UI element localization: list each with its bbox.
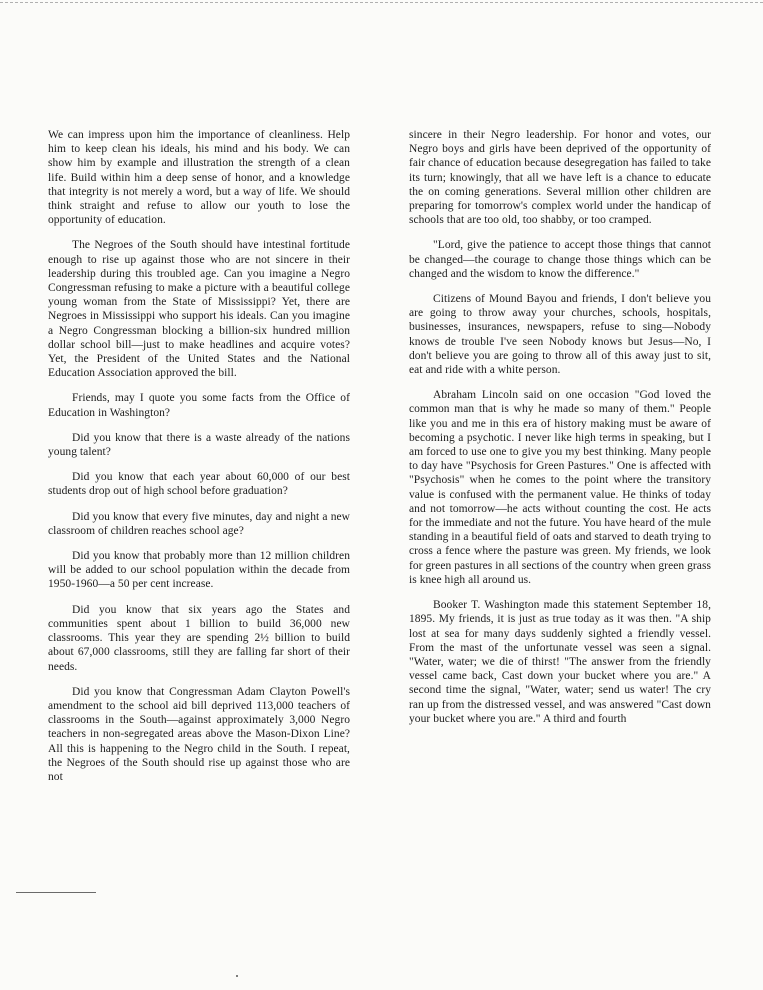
paragraph: The Negroes of the South should have intestinal fortitude enough to rise up against those who are not sincere in their leadership during this troubled age. Can you imagine a Negro Congressman refusing to make a picture with a beautiful college young woman from the State of Mississippi? Yet, there are Negroes in Mississippi who support his ideals. Can you imagine a Negro Congressman blocking a billion-six hundred million dollar school bill—just to make headlines and acquire votes? Yet, the President of the United States and the National Education Association approved the bill. (48, 239, 350, 380)
paragraph: Did you know that six years ago the States and communities spent about 1 billion to build 36,000 new classrooms. This year they are spending 2½ billion to build about 67,000 classrooms, still they are falling far short of their needs. (48, 603, 350, 673)
paragraph: Booker T. Washington made this statement September 18, 1895. My friends, it is just as true today as it was then. "A ship lost at sea for many days suddenly sighted a friendly vessel. From the mast of the unfortunate vessel was seen a signal. "Water, water; we die of thirst! "The answer from the friendly vessel came back, Cast down your bucket where you are." A second time the signal, "Water, water; send us water! The cry ran up from the distressed vessel, and was answered "Cast down your bucket where you are." A third and fourth (409, 599, 711, 725)
paragraph: "Lord, give the patience to accept those things that cannot be changed—the courage to change those things which can be changed and the wisdom to know the difference." (409, 239, 711, 280)
left-column (48, 128, 350, 795)
paragraph: Did you know that Congressman Adam Clayton Powell's amendment to the school aid bill deprived 113,000 teachers of classrooms in the South—against approximately 3,000 Negro teachers in non-segregated areas above the Mason-Dixon Line? All this is happening to the Negro child in the South. I repeat, the Negroes of the South should rise up against those who are not (48, 685, 350, 783)
paragraph: We can impress upon him the importance of cleanliness. Help him to keep clean his ideals, his mind and his body. We can show him by example and illustration the strength of a clean life. Build within him a deep sense of honor, and a knowledge that integrity is not merely a word, but a way of life. We should think straight and refuse to allow our youth to lose the opportunity of education. (48, 129, 350, 227)
paragraph: Did you know that there is a waste already of the nations young talent? (48, 431, 350, 459)
paragraph: Friends, may I quote you some facts from the Office of Education in Washington? (48, 392, 350, 419)
paragraph: Citizens of Mound Bayou and friends, I don't believe you are going to throw away your churches, schools, hospitals, businesses, insurances, newspapers, refuse to sing—Nobody knows de trouble I've seen Nobody knows but Jesus—No, I don't believe you are going to throw all of this away just to sit, eat and ride with a white person. (409, 293, 711, 377)
paragraph: Did you know that each year about 60,000 of our best students drop out of high school before graduation? (48, 471, 350, 498)
paragraph: sincere in their Negro leadership. For honor and votes, our Negro boys and girls have been deprived of the opportunity of fair chance of education because desegregation has failed to take its turn; knowingly, that all we have left is a chance to educate the on coming generations. Several million other children are preparing for tomorrow's complex world under the handicap of schools that are too old, too shabby, or too cramped. (409, 129, 711, 227)
footnote-rule (16, 892, 96, 893)
paragraph: Did you know that probably more than 12 million children will be added to our school population within the decade from 1950-1960—a 50 per cent increase. (48, 550, 350, 591)
paragraph: Abraham Lincoln said on one occasion "God loved the common man that is why he made so many of them." People like you and me in this era of history making must be aware of becoming a psychotic. I never like high terms in speaking, but I am forced to use one to give you my best thinking. Many people to day have "Psychosis for Green Pastures." One is affected with "Psychosis" when he comes to the point where the transitory value is confused with the permanent value. He thinks of today and not tomorrow—he acts without counting the cost. He acts for the immediate and not the future. You have heard of the mule standing in a beautiful field of oats and starved to death trying to cross a fence where the pasture was green. My friends, we look for green pastures in all sections of the country when green grass is knee high all around us. (409, 389, 711, 586)
paragraph: Did you know that every five minutes, day and night a new classroom of children reaches school age? (48, 510, 350, 537)
page-speck (236, 975, 238, 977)
page-top-edge (0, 2, 763, 3)
right-column (409, 128, 711, 737)
